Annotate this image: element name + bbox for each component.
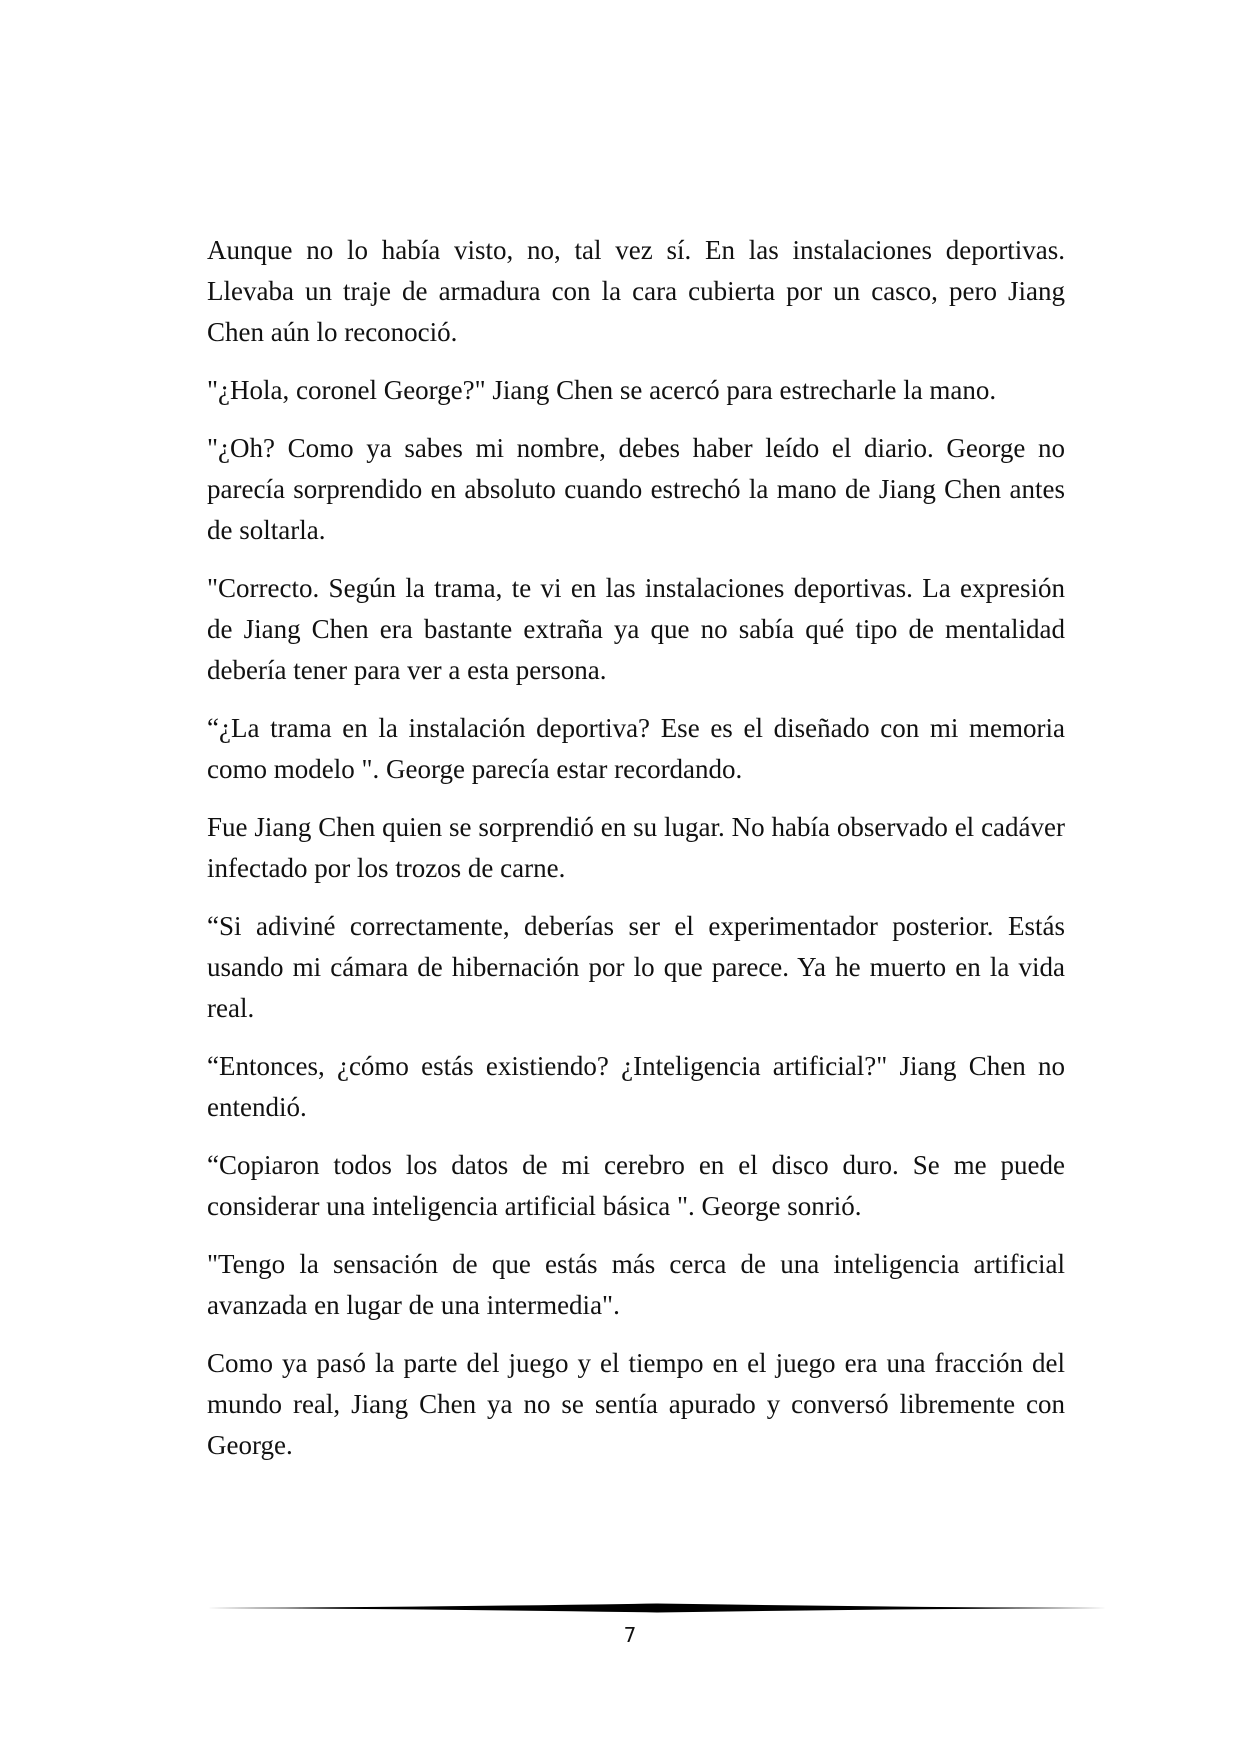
paragraph-8: “Entonces, ¿cómo estás existiendo? ¿Inteligencia artificial?" Jiang Chen no entendió. [207, 1051, 1065, 1122]
page-number: 7 [623, 1623, 637, 1647]
paragraph-11: Como ya pasó la parte del juego y el tiempo en el juego era una fracción del mundo real, Jiang Chen ya no se sentía apurado y conversó libremente con George. [207, 1348, 1065, 1460]
page-body [207, 230, 1065, 1483]
footer-divider [207, 1602, 1107, 1614]
paragraph-3: "¿Oh? Como ya sabes mi nombre, debes haber leído el diario. George no parecía sorprendido en absoluto cuando estrechó la mano de Jiang Chen antes de soltarla. [207, 433, 1065, 545]
paragraph-9: “Copiaron todos los datos de mi cerebro en el disco duro. Se me puede considerar una inteligencia artificial básica ". George sonrió. [207, 1150, 1065, 1221]
paragraph-2: "¿Hola, coronel George?" Jiang Chen se acercó para estrecharle la mano. [207, 375, 997, 405]
paragraph-5: “¿La trama en la instalación deportiva? Ese es el diseñado con mi memoria como modelo ". George parecía estar recordando. [207, 713, 1065, 784]
paragraph-7: “Si adiviné correctamente, deberías ser el experimentador posterior. Estás usando mi cámara de hibernación por lo que parece. Ya he muerto en la vida real. [207, 911, 1065, 1023]
paragraph-1: Aunque no lo había visto, no, tal vez sí. En las instalaciones deportivas. Llevaba un traje de armadura con la cara cubierta por un casco, pero Jiang Chen aún lo reconoció. [207, 235, 1065, 347]
paragraph-6: Fue Jiang Chen quien se sorprendió en su lugar. No había observado el cadáver infectado por los trozos de carne. [207, 812, 1065, 883]
paragraph-10: "Tengo la sensación de que estás más cerca de una inteligencia artificial avanzada en lugar de una intermedia". [207, 1249, 1065, 1320]
paragraph-4: "Correcto. Según la trama, te vi en las instalaciones deportivas. La expresión de Jiang Chen era bastante extraña ya que no sabía qué tipo de mentalidad debería tener para ver a esta persona. [207, 573, 1065, 685]
